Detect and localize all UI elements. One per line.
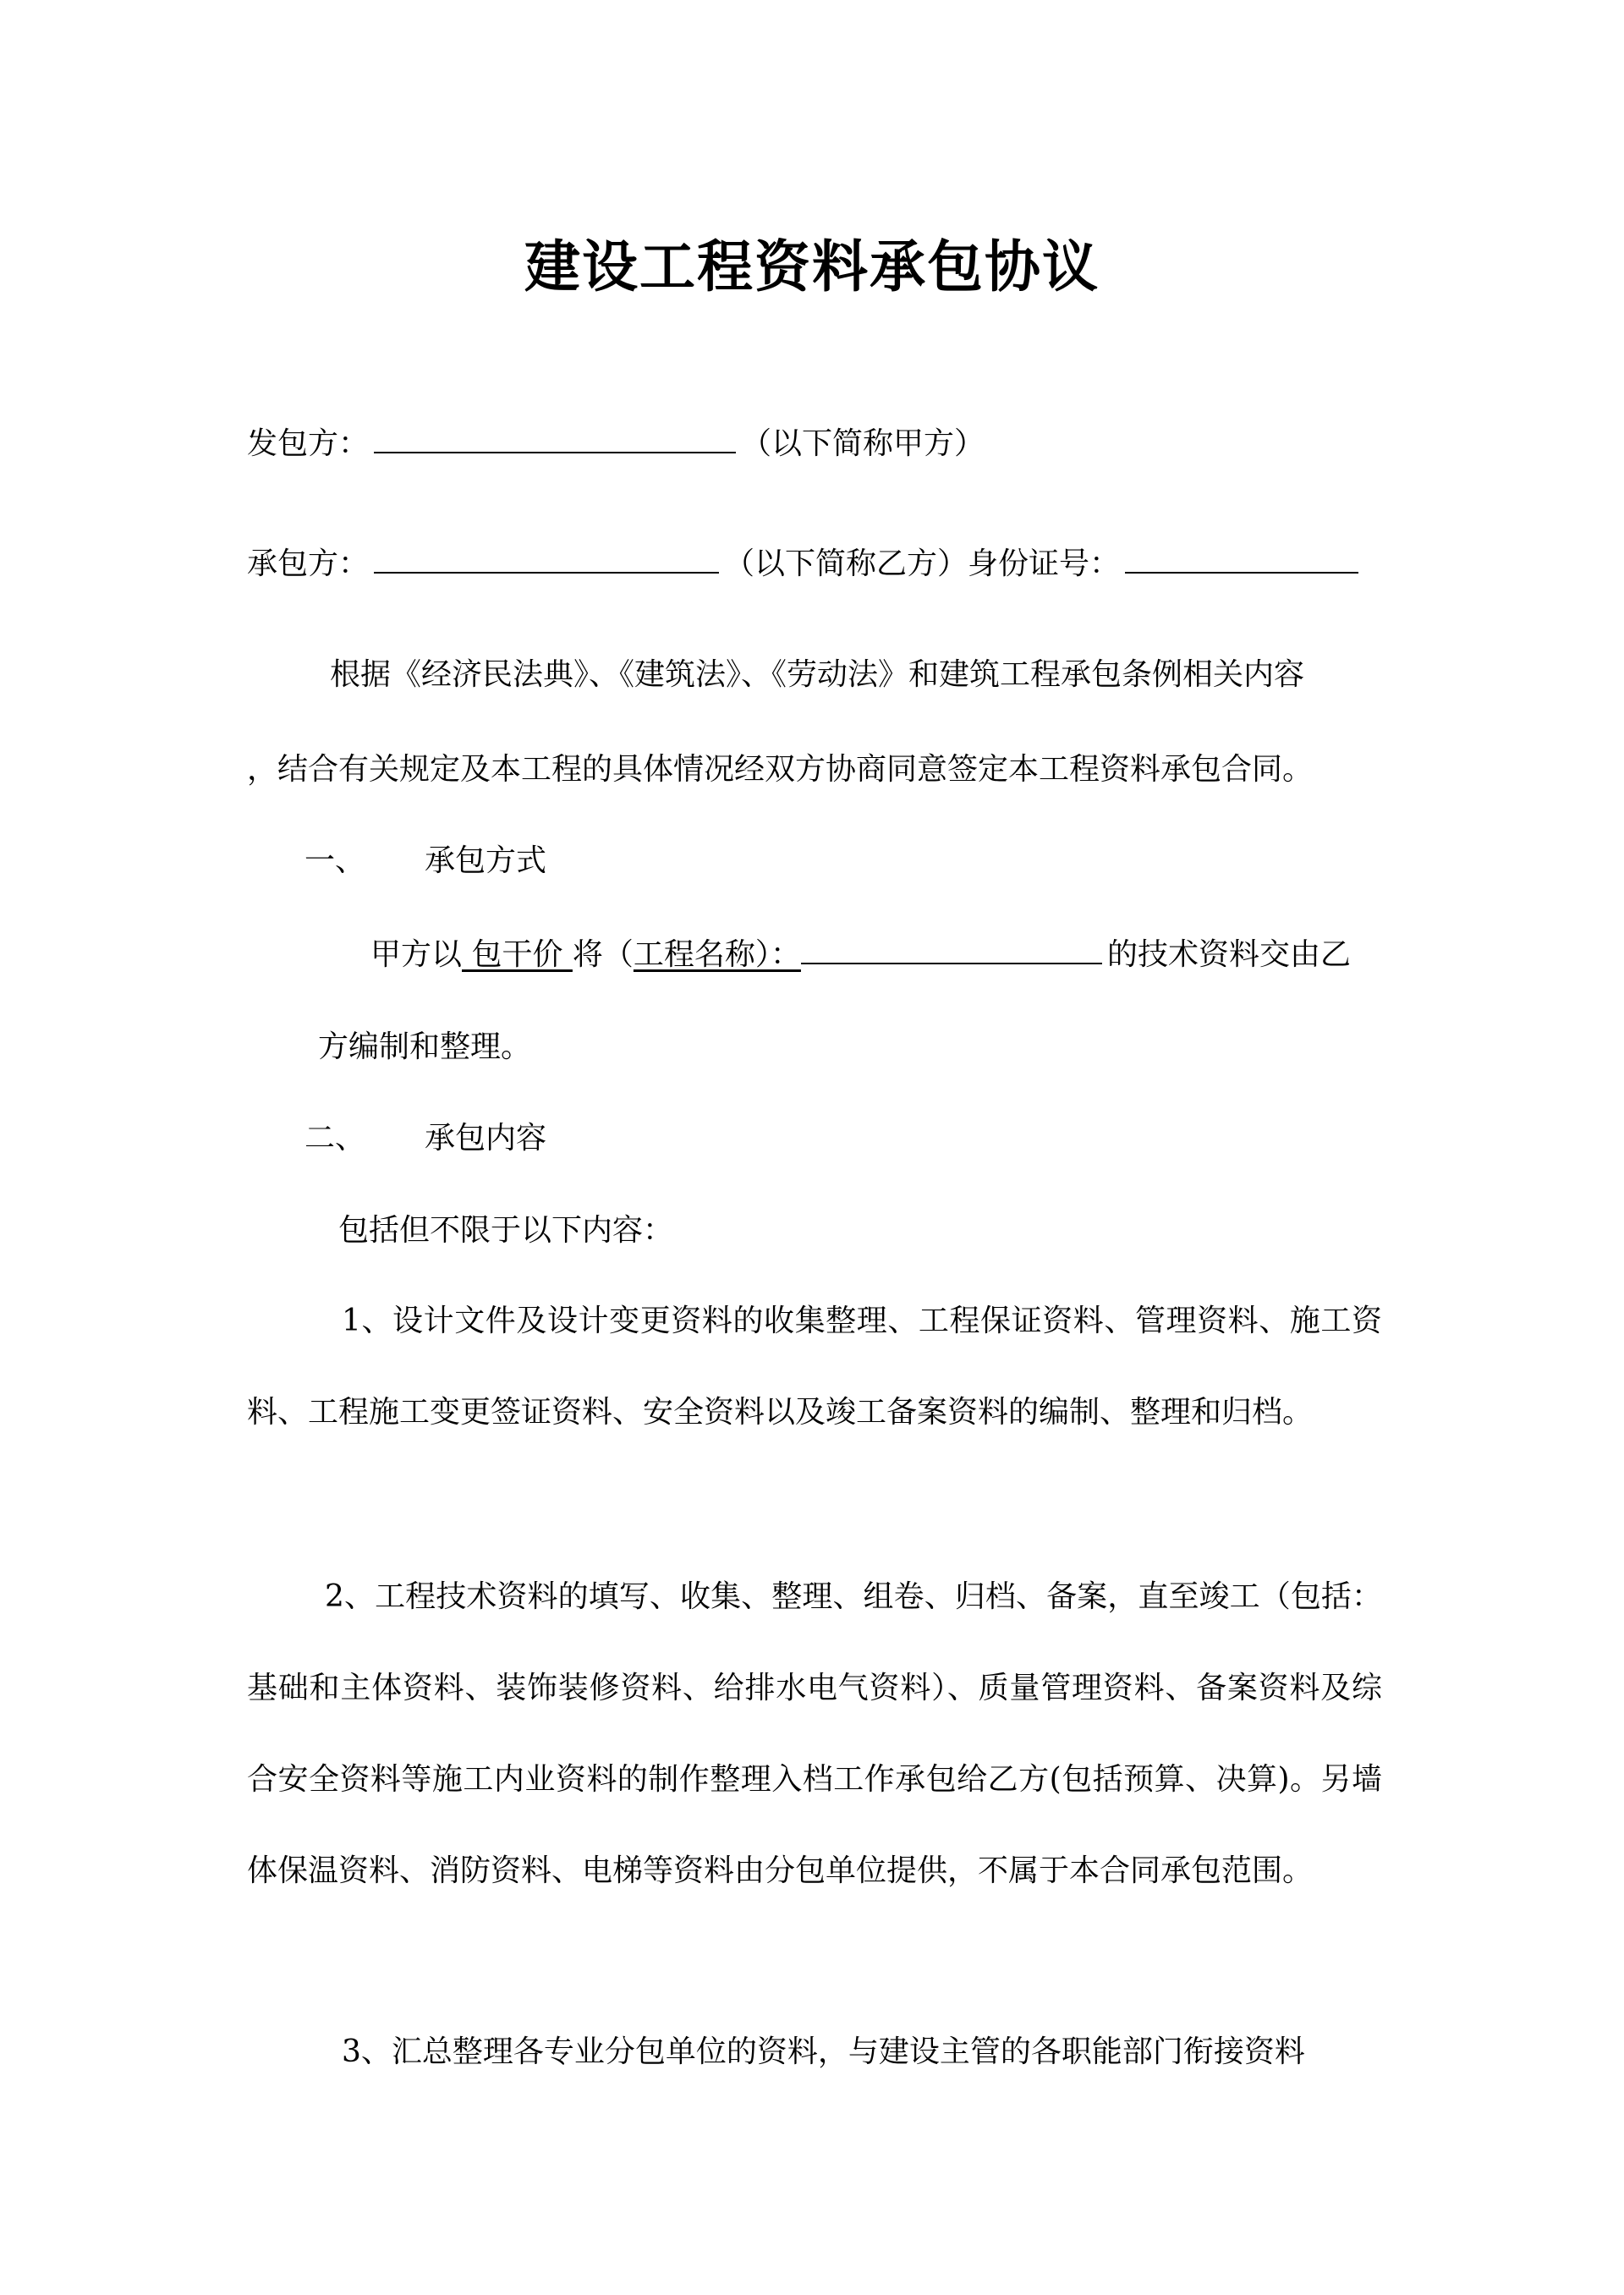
section-2-item-3: 3、汇总整理各专业分包单位的资料，与建设主管的各职能部门衔接资料 (342, 2034, 1305, 2069)
section-1-text-after: 的技术资料交由乙 (1106, 937, 1351, 972)
id-number-blank[interactable] (1125, 546, 1358, 574)
section-2-item-2: 2、工程技术资料的填写、收集、整理、组卷、归档、备案，直至竣工（包括：基础和主体资料、装饰装修资料、给排水电气资料）、质量管理资料、备案资料及综合安全资料等施工内业资料的制作整理入档工作承包给乙方(包括预算、决算)。另墙体保温资料、消防资料、电梯等资料由分包单位提供，不属于本合同承包范围。 (247, 1579, 1382, 1888)
project-name-blank[interactable] (801, 937, 1102, 964)
section-1-body-line-1 (370, 934, 1351, 976)
section-1-text-mid: 将（ (572, 937, 634, 972)
section-2-number: 二、 (304, 1121, 366, 1156)
section-2-title: 承包内容 (425, 1121, 547, 1156)
section-2-item-1: 1、设计文件及设计变更资料的收集整理、工程保证资料、管理资料、施工资料、工程施工变更签证资料、安全资料以及竣工备案资料的编制、整理和归档。 (247, 1304, 1382, 1430)
party-a-line (247, 423, 985, 465)
party-b-line (247, 543, 1363, 585)
project-name-label: 工程名称）： (633, 937, 801, 972)
section-1-text-before: 甲方以 (370, 937, 463, 972)
section-1-body-line-2: 方编制和整理。 (318, 1029, 532, 1064)
section-2-intro: 包括但不限于以下内容： (338, 1213, 674, 1248)
preamble-line-2: ，结合有关规定及本工程的具体情况经双方协商同意签定本工程资料承包合同。 (247, 752, 1314, 787)
party-b-note: （以下简称乙方）身份证号： (724, 546, 1121, 581)
price-method: 包干价 (462, 937, 573, 972)
section-1-number: 一、 (304, 843, 366, 878)
section-2-heading (304, 1117, 546, 1160)
party-a-blank[interactable] (374, 426, 736, 453)
section-1-title: 承包方式 (425, 843, 547, 878)
party-b-blank[interactable] (374, 546, 719, 574)
section-1-heading (304, 840, 546, 882)
document-title: 建设工程资料承包协议 (524, 233, 1100, 299)
party-b-label: 承包方： (247, 546, 370, 581)
preamble-line-1: 根据《经济民法典》、《建筑法》、《劳动法》和建筑工程承包条例相关内容 (330, 657, 1305, 692)
party-a-label: 发包方： (247, 426, 370, 461)
party-a-note: （以下简称甲方） (741, 426, 985, 461)
